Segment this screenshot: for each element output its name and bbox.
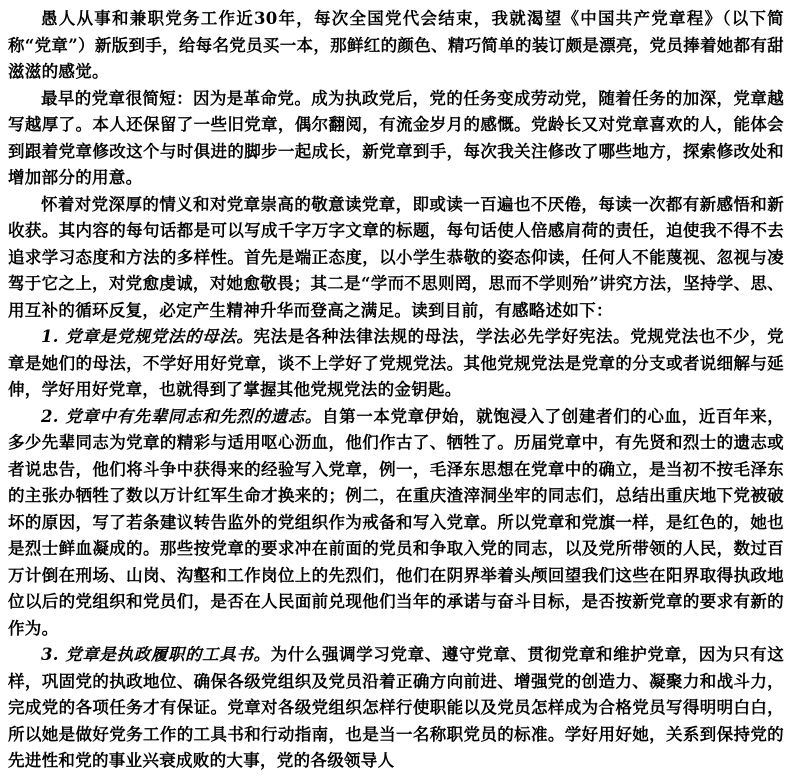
paragraph-reading (8, 192, 784, 325)
point-heading: 3. 党章是执政履职的工具书。 (41, 645, 271, 664)
paragraph-intro (8, 6, 784, 86)
point-heading: 2. 党章中有先辈同志和先烈的遗志。 (41, 406, 323, 426)
paragraph-text: 自第一本党章伊始，就饱浸入了创建者们的心血，近百年来，多少先辈同志为党章的精彩与适用呕心沥血，他们作古了、牺牲了。历届党章中，有先贤和烈士的遗志或者说忠告，他们将斗争中获得来的经验写入党章，例一，毛泽东思想在党章中的确立，是当初不按毛泽东的主张办牺牲了数以万计红军生命才换来的；例二，在重庆渣滓洞坐牢的同志们，总结出重庆地下党被破坏的原因，写了若条建议转告监外的党组织作为戒备和写入党章。所以党章和党旗一样，是红色的，她也是烈士鲜血凝成的。那些按党章的要求冲在前面的党员和争取入党的同志，以及党所带领的人民，数过百万计倒在刑场、山岗、沟壑和工作岗位上的先烈们，他们在阴界举着头颅回望我们这些在阳界取得执政地位以后的党组织和党员们，是否在人民面前兑现他们当年的承诺与奋斗目标，是否按新党章的要求有新的作为。 (8, 406, 784, 638)
paragraph-text: 愚人从事和兼职党务工作近30年，每次全国党代会结束，我就渴望《中国共产党章程》（以下简称“党章”）新版到手，给每名党员买一本，那鲜红的颜色、精巧简单的装订颇是漂亮，党员捧着她都有甜滋滋的感觉。 (8, 9, 784, 81)
paragraph-text: 宪法是各种法律法规的母法，学法必先学好宪法。党规党法也不少，党章是她们的母法，不学好用好党章，谈不上学好了党规党法。其他党规党法是党章的分支或者说细解与延伸，学好用好党章，也就得到了掌握其他党规党法的金钥匙。 (8, 327, 784, 399)
paragraph-text: 为什么强调学习党章、遵守党章、贯彻党章和维护党章，因为只有这样，巩固党的执政地位、确保各级党组织及党员沿着正确方向前进、增强党的创造力、凝聚力和战斗力，完成党的各项任务才有保证。党章对各级党组织怎样行使职能以及党员怎样成为合格党员写得明明白白，所以她是做好党务工作的工具书和行动指南，也是当一名称职党员的标准。学好用好她，关系到保持党的先进性和党的事业兴衰成败的大事，党的各级领导人 (8, 645, 784, 770)
point-heading: 1. 党章是党规党法的母法。 (41, 327, 254, 346)
paragraph-text: 最早的党章很简短：因为是革命党。成为执政党后，党的任务变成劳动党，随着任务的加深，党章越写越厚了。本人还保留了一些旧党章，偶尔翻阅，有流金岁月的感慨。党龄长又对党章喜欢的人，能体会到跟着党章修改这个与时俱进的脚步一起成长，新党章到手，每次我关注修改了哪些地方，探索修改处和增加部分的用意。 (8, 88, 784, 187)
paragraph-point-1 (8, 324, 784, 404)
paragraph-history (8, 86, 784, 192)
paragraph-point-2 (8, 404, 784, 643)
paragraph-text: 怀着对党深厚的情义和对党章崇高的敬意读党章，即或读一百遍也不厌倦，每读一次都有新感悟和新收获。其内容的每句话都是可以写成千字万字文章的标题，每句话使人倍感肩荷的责任，迫使我不得不去追求学习态度和方法的多样性。首先是端正态度，以小学生恭敬的姿态仰读，任何人不能蔑视、忽视与凌驾于它之上，对党愈虔诚，对她愈敬畏；其二是“学而不思则罔，思而不学则殆”讲究方法，坚持学、思、用互补的循环反复，必定产生精神升华而登高之满足。读到目前，有感略述如下： (8, 194, 784, 320)
paragraph-point-3 (8, 642, 784, 775)
